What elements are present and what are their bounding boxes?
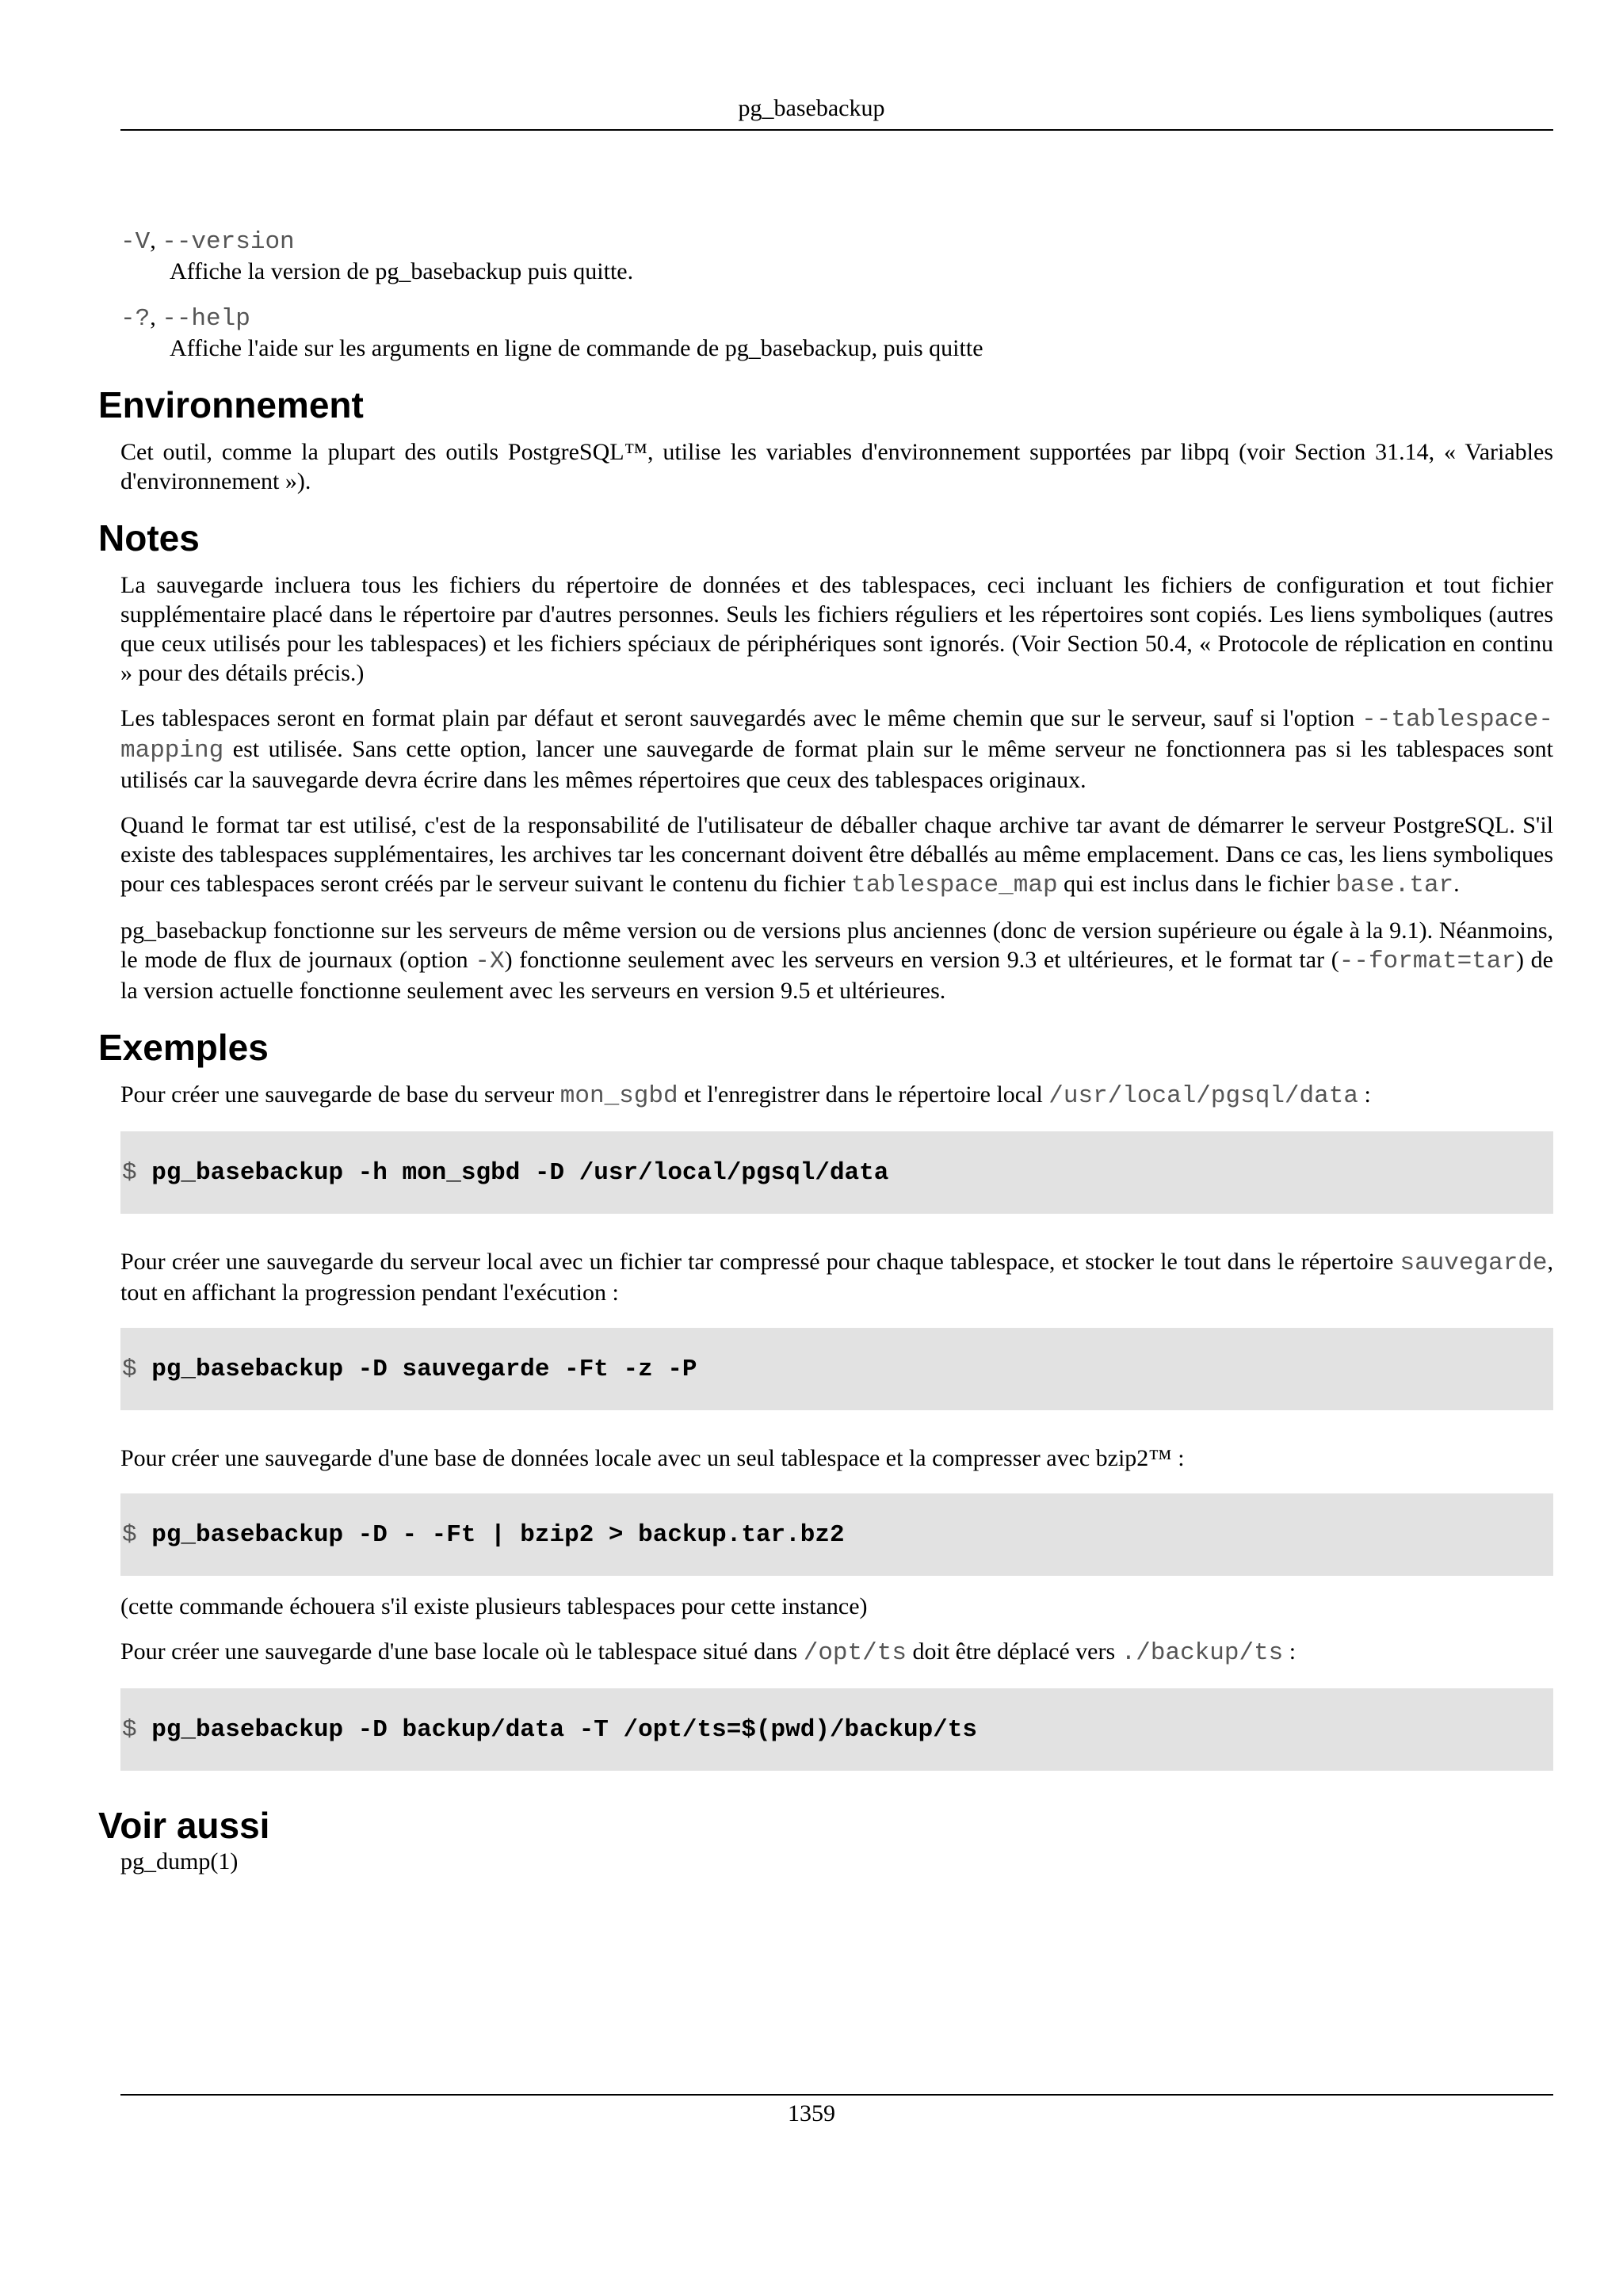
text-run: : [1358, 1081, 1371, 1108]
example-3-intro: Pour créer une sauvegarde d'une base de données locale avec un seul tablespace et la compresser avec bzip2™ : [120, 1445, 1185, 1471]
section-heading-environnement: Environnement [98, 384, 364, 425]
inline-code: --format=tar [1338, 948, 1516, 975]
text-run: qui est inclus dans le fichier [1057, 871, 1336, 897]
code-block-3 [120, 1493, 1553, 1576]
inline-code: base.tar [1335, 871, 1454, 899]
text-run: Pour créer une sauvegarde du serveur local avec un fichier tar compressé pour chaque tablespace, et stocker le tout dans le répertoire [120, 1249, 1400, 1275]
inline-code: -X [475, 948, 505, 975]
section-heading-exemples: Exemples [98, 1027, 269, 1068]
text-run: Pour créer une sauvegarde de base du serveur [120, 1081, 560, 1108]
notes-paragraph-3 [120, 810, 1553, 900]
shell-command: pg_basebackup -D backup/data -T /opt/ts=$(pwd)/backup/ts [151, 1715, 977, 1744]
code-block-1 [120, 1131, 1553, 1214]
see-also-link[interactable]: pg_dump(1) [120, 1848, 239, 1875]
shell-command: pg_basebackup -h mon_sgbd -D /usr/local/pgsql/data [151, 1158, 889, 1187]
env-paragraph: Cet outil, comme la plupart des outils PostgreSQL™, utilise les variables d'environnement supportées par libpq (voir Section 31.14, « Variables d'environnement »). [120, 439, 1553, 494]
text-run: ) de la version actuelle fonctionne seulement avec les serveurs en version 9.5 et ultérieures. [120, 947, 1553, 1004]
example-4-intro [120, 1637, 1553, 1668]
option-term [120, 226, 1553, 257]
shell-command: pg_basebackup -D sauvegarde -Ft -z -P [151, 1355, 697, 1383]
page-number: 1359 [788, 2100, 835, 2126]
inline-code: --tablespace-mapping [120, 706, 1553, 765]
shell-prompt: $ [122, 1520, 152, 1549]
code-block-4 [120, 1688, 1553, 1771]
page-content [98, 226, 1553, 1892]
text-run: Pour créer une sauvegarde d'une base locale où le tablespace situé dans [120, 1638, 804, 1665]
text-run: doit être déplacé vers [906, 1638, 1121, 1665]
inline-code: mon_sgbd [559, 1082, 678, 1110]
inline-code: /usr/local/pgsql/data [1048, 1082, 1358, 1110]
text-run: , tout en affichant la progression pendant l'exécution : [120, 1249, 1553, 1306]
option-long: --version [162, 228, 295, 256]
option-description: Affiche la version de pg_basebackup puis quitte. [170, 258, 634, 284]
inline-code: /opt/ts [803, 1639, 907, 1667]
running-header: pg_basebackup [738, 95, 885, 121]
section-heading-notes: Notes [98, 517, 200, 559]
text-run: ) fonctionne seulement avec les serveurs en version 9.3 et ultérieures, et le format tar ( [504, 947, 1339, 973]
option-long: --help [162, 305, 250, 333]
code-block-2 [120, 1328, 1553, 1410]
text-run: pg_basebackup fonctionne sur les serveurs de même version ou de versions plus anciennes (donc de version supérieure ou égale à la 9.1). Néanmoins, le mode de flux de journaux (option [120, 917, 1553, 973]
shell-prompt: $ [122, 1715, 152, 1744]
example-1-intro [120, 1080, 1553, 1111]
option-separator: , [150, 304, 162, 330]
shell-prompt: $ [122, 1355, 152, 1383]
text-run: Quand le format tar est utilisé, c'est de la responsabilité de l'utilisateur de déballer chaque archive tar avant de démarrer le serveur PostgreSQL. S'il existe des tablespaces supplémentaires, les archives tar les concernant doivent être déballés au même emplacement. Dans ce cas, les liens symboliques pour ces tablespaces seront créés par le serveur suivant le contenu du fichier [120, 812, 1553, 897]
option-term [120, 303, 1553, 334]
notes-paragraph-4 [120, 916, 1553, 1005]
text-run: est utilisée. Sans cette option, lancer une sauvegarde de format plain sur le même serveur ne fonctionnera pas si les tablespaces sont utilisés car la sauvegarde devra écrire dans les mêmes répertoires que ceux des tablespaces originaux. [120, 736, 1553, 793]
shell-prompt: $ [122, 1158, 152, 1187]
example-2-intro [120, 1247, 1553, 1307]
text-run: . [1453, 871, 1460, 897]
text-run: : [1283, 1638, 1296, 1665]
option-version [120, 226, 1553, 286]
example-3-note: (cette commande échouera s'il existe plusieurs tablespaces pour cette instance) [120, 1593, 868, 1619]
option-short: -V [120, 228, 151, 256]
header-rule [120, 129, 1553, 131]
inline-code: sauvegarde [1400, 1249, 1548, 1277]
notes-paragraph-2 [120, 704, 1553, 795]
footer-rule [120, 2094, 1553, 2096]
section-heading-voir-aussi: Voir aussi [98, 1805, 270, 1846]
notes-paragraph-1: La sauvegarde incluera tous les fichiers du répertoire de données et des tablespaces, ceci incluant les fichiers de configuration et tout fichier supplémentaire placé dans le répertoire par d'autres personnes. Seuls les fichiers réguliers et les répertoires sont copiés. Les liens symboliques (autres que ceux utilisés pour les tablespaces) et les fichiers spéciaux de périphériques sont ignorés. (Voir Section 50.4, « Protocole de réplication en continu » pour des détails précis.) [120, 572, 1553, 686]
option-description: Affiche l'aide sur les arguments en ligne de commande de pg_basebackup, puis quitte [170, 335, 983, 361]
inline-code: tablespace_map [851, 871, 1058, 899]
inline-code: ./backup/ts [1121, 1639, 1284, 1667]
option-short: -? [120, 305, 151, 333]
option-help [120, 303, 1553, 363]
shell-command: pg_basebackup -D - -Ft | bzip2 > backup.tar.bz2 [151, 1520, 845, 1549]
text-run: Les tablespaces seront en format plain par défaut et seront sauvegardés avec le même chemin que sur le serveur, sauf si l'option [120, 705, 1362, 731]
option-separator: , [150, 227, 162, 254]
text-run: et l'enregistrer dans le répertoire local [678, 1081, 1049, 1108]
